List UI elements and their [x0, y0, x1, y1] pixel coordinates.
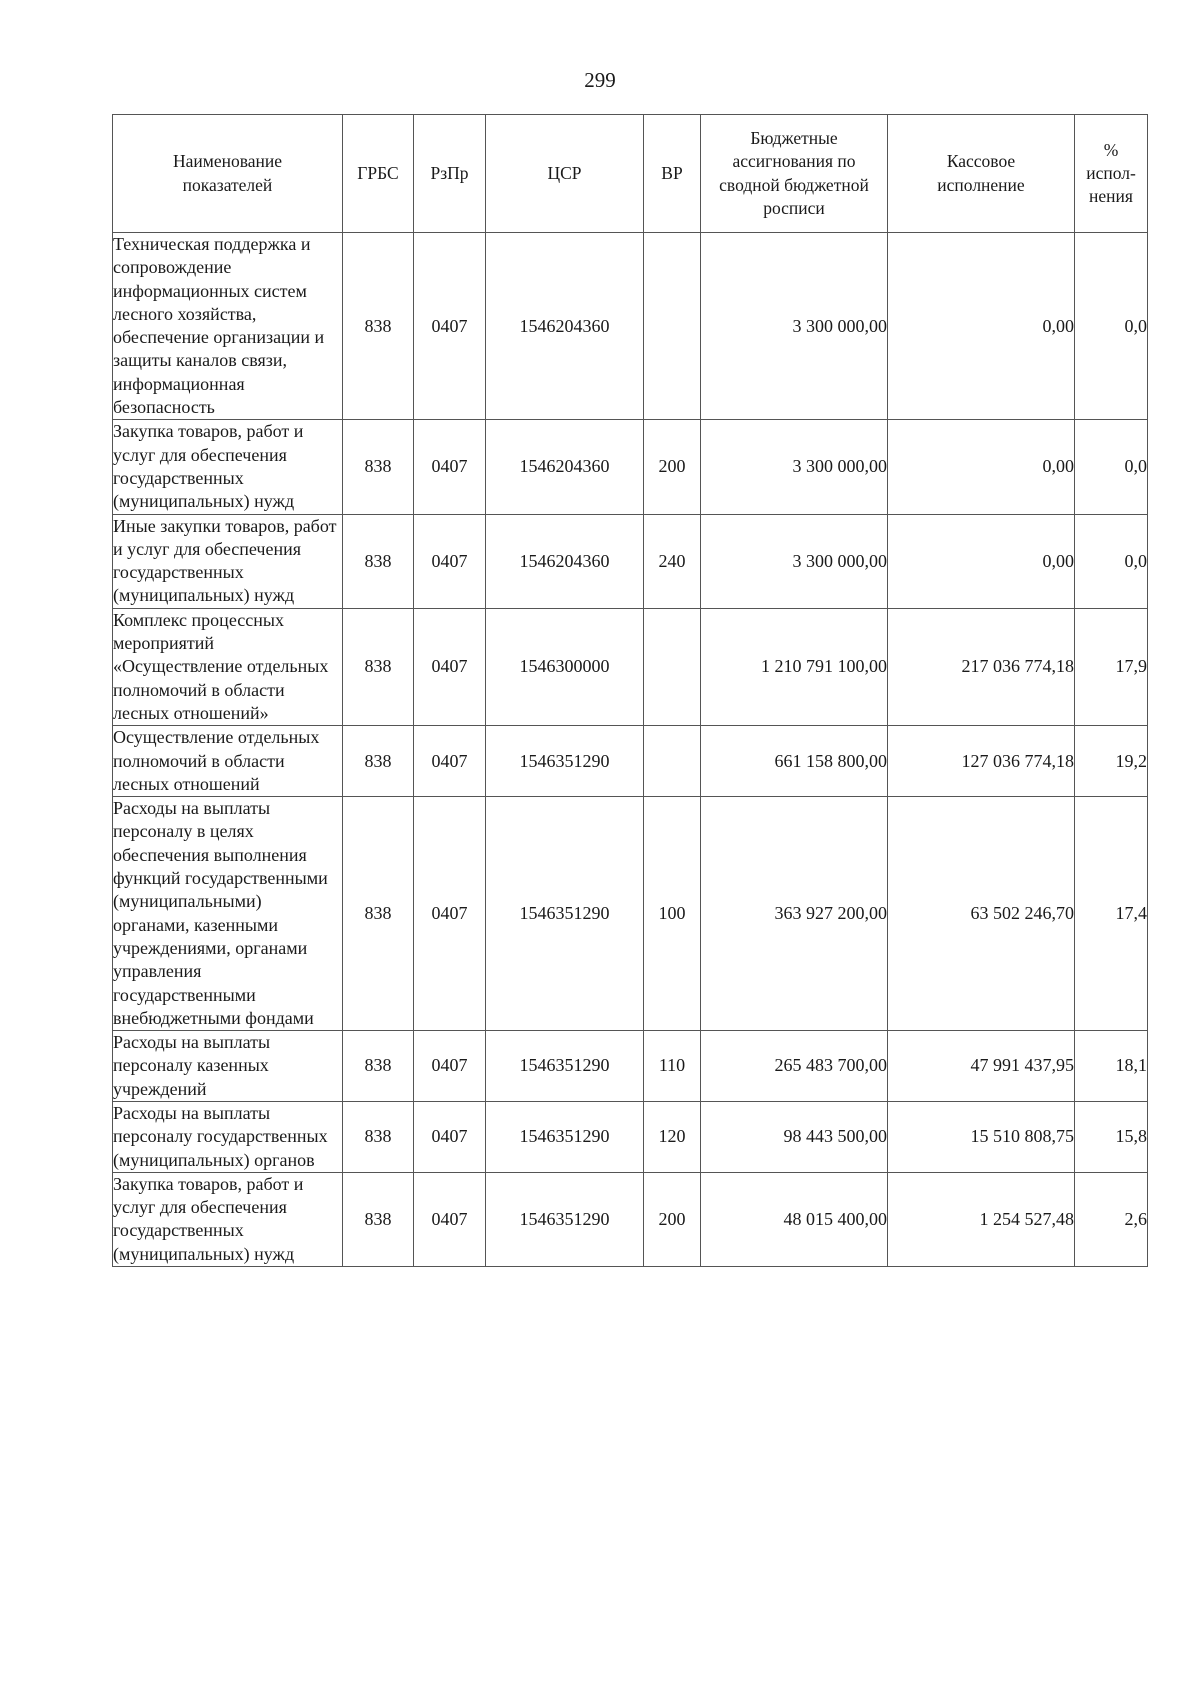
- row-grbs: 838: [343, 233, 414, 420]
- row-grbs: 838: [343, 1101, 414, 1172]
- row-cash: 0,00: [888, 514, 1075, 608]
- row-name: Техническая поддержка и сопровождение информационных систем лесного хозяйства, обеспечение организации и защиты каналов связи, информационная безопасность: [113, 233, 343, 420]
- row-name: Комплекс процессных мероприятий «Осуществление отдельных полномочий в области лесных отношений»: [113, 608, 343, 725]
- row-budget: 363 927 200,00: [701, 797, 888, 1031]
- table-header: [113, 115, 1148, 233]
- header-vr: ВР: [644, 115, 701, 233]
- row-name: Осуществление отдельных полномочий в области лесных отношений: [113, 726, 343, 797]
- row-rzpr: 0407: [414, 420, 486, 514]
- header-csr: ЦСР: [486, 115, 644, 233]
- row-vr: [644, 608, 701, 725]
- row-cash: 0,00: [888, 233, 1075, 420]
- table-row: [113, 233, 1148, 420]
- row-vr: 110: [644, 1031, 701, 1102]
- row-rzpr: 0407: [414, 608, 486, 725]
- row-budget: 3 300 000,00: [701, 514, 888, 608]
- row-rzpr: 0407: [414, 1172, 486, 1266]
- row-rzpr: 0407: [414, 233, 486, 420]
- row-vr: [644, 726, 701, 797]
- page-number: 299: [584, 68, 616, 92]
- row-budget: 1 210 791 100,00: [701, 608, 888, 725]
- row-vr: 120: [644, 1101, 701, 1172]
- table-row: [113, 1172, 1148, 1266]
- row-csr: 1546204360: [486, 514, 644, 608]
- row-rzpr: 0407: [414, 1101, 486, 1172]
- row-csr: 1546351290: [486, 1101, 644, 1172]
- row-vr: 100: [644, 797, 701, 1031]
- row-rzpr: 0407: [414, 1031, 486, 1102]
- row-pct: 17,4: [1075, 797, 1148, 1031]
- row-csr: 1546351290: [486, 1172, 644, 1266]
- row-budget: 265 483 700,00: [701, 1031, 888, 1102]
- row-rzpr: 0407: [414, 797, 486, 1031]
- row-cash: 217 036 774,18: [888, 608, 1075, 725]
- row-name: Расходы на выплаты персоналу казенных учреждений: [113, 1031, 343, 1102]
- row-pct: 2,6: [1075, 1172, 1148, 1266]
- row-vr: [644, 233, 701, 420]
- row-grbs: 838: [343, 797, 414, 1031]
- row-name: Иные закупки товаров, работ и услуг для обеспечения государственных (муниципальных) нужд: [113, 514, 343, 608]
- header-cash: Кассовое исполнение: [888, 115, 1075, 233]
- row-pct: 19,2: [1075, 726, 1148, 797]
- row-csr: 1546204360: [486, 233, 644, 420]
- row-budget: 3 300 000,00: [701, 233, 888, 420]
- row-pct: 0,0: [1075, 233, 1148, 420]
- table-row: [113, 608, 1148, 725]
- row-csr: 1546351290: [486, 797, 644, 1031]
- row-cash: 127 036 774,18: [888, 726, 1075, 797]
- row-pct: 15,8: [1075, 1101, 1148, 1172]
- table-row: [113, 726, 1148, 797]
- row-csr: 1546351290: [486, 1031, 644, 1102]
- row-grbs: 838: [343, 1172, 414, 1266]
- row-budget: 3 300 000,00: [701, 420, 888, 514]
- row-grbs: 838: [343, 608, 414, 725]
- header-rzpr: РзПр: [414, 115, 486, 233]
- row-rzpr: 0407: [414, 514, 486, 608]
- table-row: [113, 797, 1148, 1031]
- budget-execution-table: [112, 114, 1148, 1267]
- row-pct: 17,9: [1075, 608, 1148, 725]
- row-vr: 200: [644, 1172, 701, 1266]
- row-csr: 1546204360: [486, 420, 644, 514]
- row-csr: 1546300000: [486, 608, 644, 725]
- table-row: [113, 1031, 1148, 1102]
- row-cash: 63 502 246,70: [888, 797, 1075, 1031]
- row-rzpr: 0407: [414, 726, 486, 797]
- row-name: Расходы на выплаты персоналу в целях обеспечения выполнения функций государственными (муниципальными) органами, казенными учреждениями, органами управления государственными внебюджетными фондами: [113, 797, 343, 1031]
- row-cash: 15 510 808,75: [888, 1101, 1075, 1172]
- row-cash: 47 991 437,95: [888, 1031, 1075, 1102]
- table-row: [113, 514, 1148, 608]
- row-cash: 1 254 527,48: [888, 1172, 1075, 1266]
- table-row: [113, 1101, 1148, 1172]
- header-grbs: ГРБС: [343, 115, 414, 233]
- row-pct: 0,0: [1075, 514, 1148, 608]
- row-name: Закупка товаров, работ и услуг для обеспечения государственных (муниципальных) нужд: [113, 1172, 343, 1266]
- header-pct: % испол-нения: [1075, 115, 1148, 233]
- row-name: Закупка товаров, работ и услуг для обеспечения государственных (муниципальных) нужд: [113, 420, 343, 514]
- row-pct: 18,1: [1075, 1031, 1148, 1102]
- header-budget: Бюджетные ассигнования по сводной бюджетной росписи: [701, 115, 888, 233]
- row-budget: 98 443 500,00: [701, 1101, 888, 1172]
- row-grbs: 838: [343, 420, 414, 514]
- table-body: [113, 233, 1148, 1267]
- header-name: Наименование показателей: [113, 115, 343, 233]
- row-pct: 0,0: [1075, 420, 1148, 514]
- row-csr: 1546351290: [486, 726, 644, 797]
- row-grbs: 838: [343, 726, 414, 797]
- row-grbs: 838: [343, 1031, 414, 1102]
- row-name: Расходы на выплаты персоналу государственных (муниципальных) органов: [113, 1101, 343, 1172]
- row-grbs: 838: [343, 514, 414, 608]
- row-vr: 240: [644, 514, 701, 608]
- row-vr: 200: [644, 420, 701, 514]
- table-row: [113, 420, 1148, 514]
- row-budget: 48 015 400,00: [701, 1172, 888, 1266]
- row-budget: 661 158 800,00: [701, 726, 888, 797]
- row-cash: 0,00: [888, 420, 1075, 514]
